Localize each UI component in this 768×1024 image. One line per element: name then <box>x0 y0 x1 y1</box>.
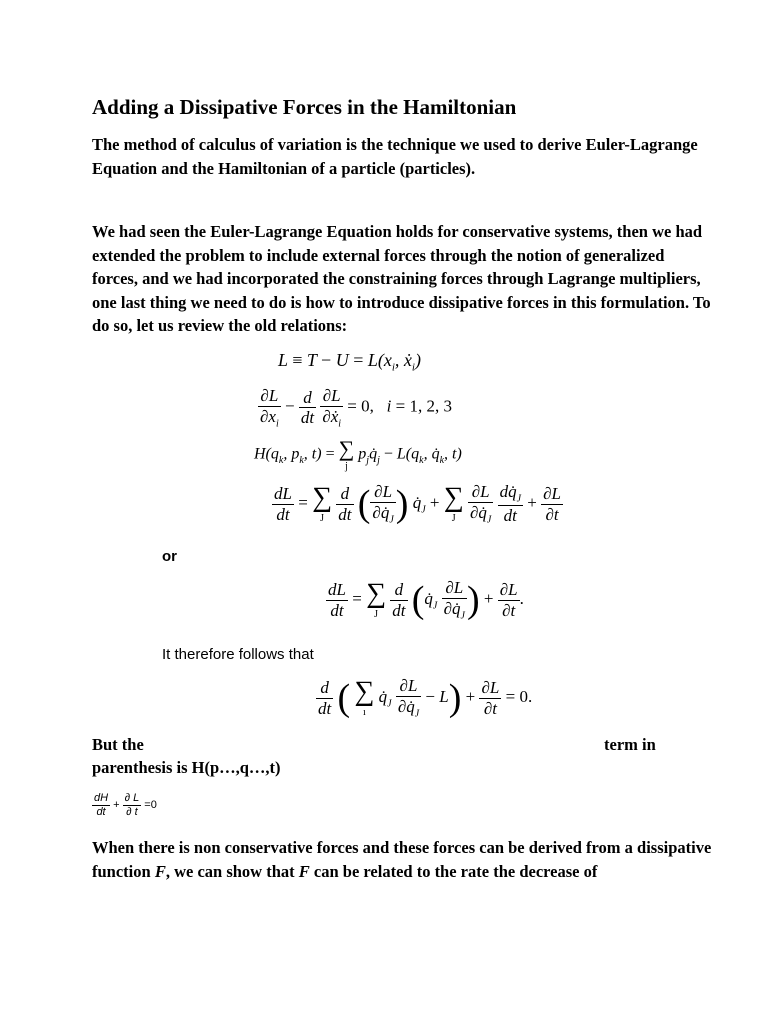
equation-lagrangian: $L \equiv T - U = L(x_i$, ẋ$_i$) <box>278 350 421 374</box>
equation-dl-dt-expansion: $\frac{dL}{dt}$ = ∑ J $\frac{d}{dt}$ ( $\frac{\partial L}{\partial q̇_J}$ ) $q̇_J$ + ∑ J $\frac{\partial L}{\partial q̇_J}$ $\frac{dq̇_J}{dt}$ + $\frac{\partial L}{\partial t}$ <box>274 482 561 526</box>
or-label: or <box>162 548 177 565</box>
parenthesis-text: parenthesis is H(p…,q…,t) <box>92 758 281 777</box>
equation-euler-lagrange: $\frac{\partial L}{\partial x_i}$ − $\frac{d}{dt}$ $\frac{\partial L}{\partial ẋ_i}$ = 0, i = 1, 2, 3 <box>260 386 452 429</box>
but-the-text: But the <box>92 735 144 754</box>
term-in-text: term in <box>604 735 656 754</box>
equation-dl-dt-compact: $\frac{dL}{dt}$ = ∑ J $\frac{d}{dt}$ ($q̇_J$ $\frac{\partial L}{\partial q̇_J}$ ) + $\frac{\partial L}{\partial t}$ . <box>328 578 524 622</box>
intro-paragraph: The method of calculus of variation is the technique we used to derive Euler-Lagrange Equation and the Hamiltonian of a particle (particles). <box>92 135 698 178</box>
dissipative-paragraph: When there is non conservative forces and these forces can be derived from a dissipative function F, we can show that F can be related to the rate the decrease of <box>92 838 712 881</box>
equation-dh-dt: $\frac{dH}{dt}$ + $\frac{\partial L}{\partial t}$ =0 <box>94 792 157 818</box>
page-title: Adding a Dissipative Forces in the Hamiltonian <box>92 95 517 119</box>
review-paragraph: We had seen the Euler-Lagrange Equation holds for conservative systems, then we had extended the problem to include external forces through the notion of generalized forces, and we had incorporated the constraining forces through Lagrange multipliers, one last thing we need to do is how to introduce dissipative forces in this formulation. To do so, let us review the old relations: <box>92 222 711 335</box>
equation-energy-conservation: $\frac{d}{dt}$ ( ∑ ı $q̇_J$ $\frac{\partial L}{\partial q̇_J}$ − L) + $\frac{\partial L}{\partial t}$ = 0. <box>318 676 533 720</box>
follows-label: It therefore follows that <box>162 646 314 663</box>
equation-hamiltonian: $H(q_k$, $p_k$, t) = ∑ j $p_jq̇_j - L(q_k$, $q̇_k$, t) <box>254 436 462 472</box>
